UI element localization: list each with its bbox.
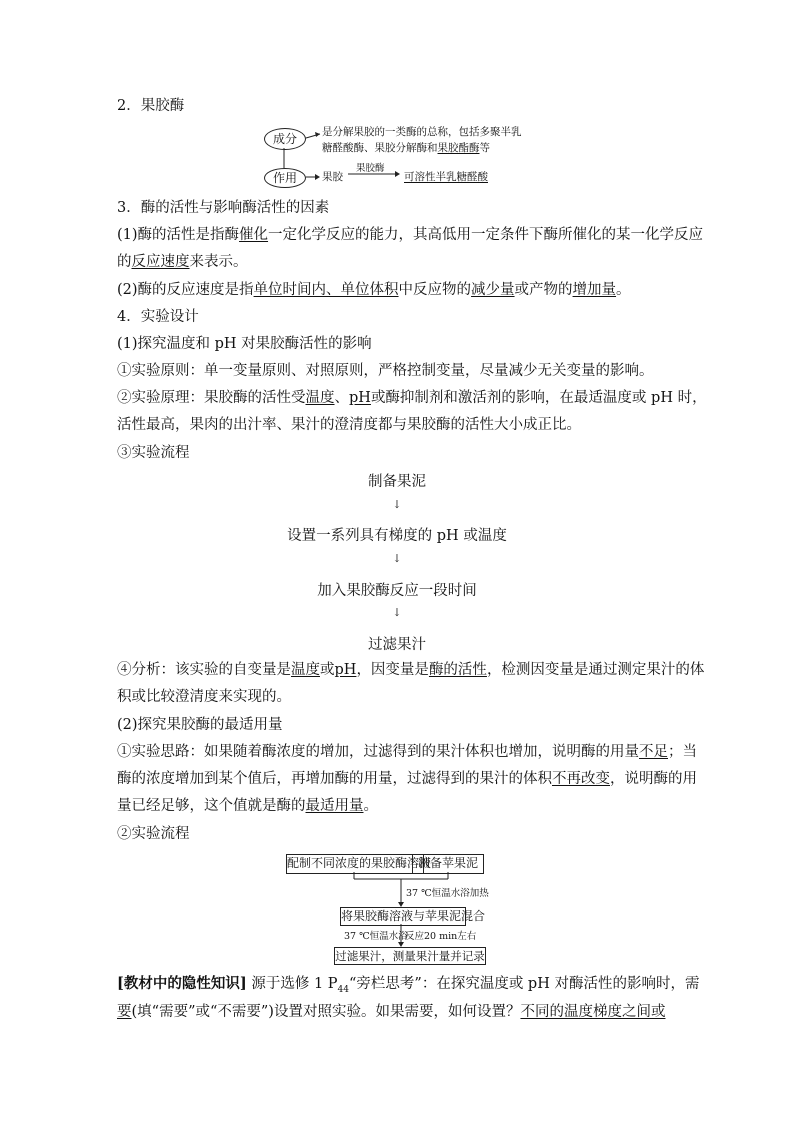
flow-step-1: 制备果泥 xyxy=(368,474,426,490)
para-1-line1 xyxy=(117,225,703,245)
answer-unit-time-volume: 单位时间内、单位体积 xyxy=(253,282,399,298)
text-span: (填“需要”或“不需要”)设置对照实验。如果需要，如何设置？ xyxy=(131,1004,521,1020)
principle-1: ①实验原则：单一变量原则、对照原则，严格控制变量，尽量减少无关变量的影响。 xyxy=(117,363,654,379)
step-note-heating: 37 ℃恒温水浴加热 xyxy=(406,888,489,899)
answer-increase: 增加量 xyxy=(572,282,617,298)
answer-enzyme-activity: 酶的活性 xyxy=(428,662,487,678)
text-span: ④分析：该实验的自变量是 xyxy=(117,662,291,678)
function-product: 可溶性半乳糖醛酸 xyxy=(404,171,488,183)
step-note-react-time: 反应20 min左右 xyxy=(405,931,477,942)
text-span: 。 xyxy=(363,798,378,814)
answer-optimal-dose: 最适用量 xyxy=(305,798,364,814)
process-2-title: ②实验流程 xyxy=(117,826,190,842)
flow-step-4: 过滤果汁 xyxy=(368,637,426,653)
component-desc-line1: 是分解果胶的一类酶的总称，包括多聚半乳 xyxy=(322,126,522,138)
step-prepare-enzyme: 配制不同浓度的果胶酶溶液 xyxy=(286,854,424,874)
step-mix: 将果胶酶溶液与苹果泥混合 xyxy=(340,907,466,926)
para-2 xyxy=(117,280,631,300)
text-span: 。 xyxy=(616,282,631,298)
text-span: ，说明酶的用 xyxy=(610,771,697,787)
step-filter-measure: 过滤果汁，测量果汁量并记录 xyxy=(335,949,485,963)
text-span: ①实验思路：如果随着酶浓度的增加，过滤得到的果汁体积也增加，说明酶的用量 xyxy=(117,744,639,760)
component-desc-part: 糖醛酸酶、果胶分解酶和 xyxy=(322,142,438,154)
answer-reaction-rate: 反应速度 xyxy=(131,254,190,270)
principle-2-line1 xyxy=(117,388,707,408)
text-span: ；当 xyxy=(668,744,697,760)
hidden-knowledge-line2 xyxy=(117,1002,665,1022)
text-span: 或酶抑制剂和激活剂的影响，在最适温度或 pH 时， xyxy=(370,390,707,406)
component-desc-end: 等 xyxy=(479,142,490,154)
pectinase-diagram xyxy=(262,122,552,188)
principle-2-line2: 活性最高，果肉的出汁率、果汁的澄清度都与果胶酶的活性大小成正比。 xyxy=(117,417,581,433)
text-span: 或产物的 xyxy=(514,282,573,298)
idea-line1 xyxy=(117,742,697,762)
flow-arrow-icon: ↓ xyxy=(392,606,402,619)
function-start: 果胶 xyxy=(322,171,343,183)
subsection-4-1: (1)探究温度和 pH 对果胶酶活性的影响 xyxy=(117,336,372,352)
answer-no-change: 不再改变 xyxy=(552,771,610,787)
optimal-dose-flowchart xyxy=(284,852,514,964)
pectin-esterase: 果胶酯酶 xyxy=(437,142,480,154)
step-prepare-apple-puree: 制备苹果泥 xyxy=(412,854,484,874)
component-oval: 成分 xyxy=(264,128,306,150)
flow-arrow-icon: ↓ xyxy=(392,498,402,511)
analysis-line1 xyxy=(117,660,704,680)
hidden-knowledge-line1 xyxy=(117,974,699,1000)
text-span: ，检测因变量是通过测定果汁的体 xyxy=(486,662,705,678)
hidden-knowledge-label: [教材中的隐性知识] xyxy=(117,975,247,992)
answer-catalyze: 催化 xyxy=(239,227,269,243)
text-span: 或 xyxy=(320,662,335,678)
idea-line2 xyxy=(117,769,697,789)
text-span: 酶的浓度增加到某个值后，再增加酶的用量，过滤得到的果汁的体积 xyxy=(117,771,552,787)
text-span: 、 xyxy=(334,390,349,406)
section-3-title: 3．酶的活性与影响酶活性的因素 xyxy=(117,200,330,216)
section-2-title: 2．果胶酶 xyxy=(117,98,185,114)
page-subscript: 44 xyxy=(337,984,349,995)
text-span: ，因变量是 xyxy=(356,662,429,678)
flow-step-2: 设置一系列具有梯度的 pH 或温度 xyxy=(287,528,507,544)
text-span: 量已经足够，这个值就是酶的 xyxy=(117,798,306,814)
text-span: 来表示。 xyxy=(189,254,248,270)
text-span: (1)酶的活性是指酶 xyxy=(117,227,240,243)
text-span: 源于选修 1 P xyxy=(251,976,338,992)
answer-temperature: 温度 xyxy=(291,662,320,678)
text-span: “旁栏思考”：在探究温度或 pH 对酶活性的影响时，需 xyxy=(349,976,700,992)
text-span: 中反应物的 xyxy=(398,282,472,298)
subsection-4-2: (2)探究果胶酶的最适用量 xyxy=(117,717,283,733)
component-desc-line2 xyxy=(322,140,490,155)
function-oval: 作用 xyxy=(264,168,306,188)
text-span: 一定化学反应的能力，其高低用一定条件下酶所催化的某一化学反应 xyxy=(268,227,704,243)
answer-need: 要 xyxy=(117,1004,132,1020)
flow-step-3: 加入果胶酶反应一段时间 xyxy=(317,583,477,599)
answer-temperature: 温度 xyxy=(305,390,335,406)
answer-temperature-gradient: 不同的温度梯度之间或 xyxy=(520,1004,666,1020)
para-1-line2 xyxy=(117,252,248,272)
idea-line3 xyxy=(117,796,378,816)
text-span: ②实验原理：果胶酶的活性受 xyxy=(117,390,306,406)
answer-ph: pH xyxy=(334,662,357,678)
function-enzyme-label: 果胶酶 xyxy=(356,163,385,174)
section-4-title: 4．实验设计 xyxy=(117,309,199,325)
text-span: 的 xyxy=(117,254,132,270)
process-title: ③实验流程 xyxy=(117,445,190,461)
analysis-line2: 积或比较澄清度来实现的。 xyxy=(117,689,291,705)
answer-insufficient: 不足 xyxy=(639,744,668,760)
answer-ph: pH xyxy=(349,390,371,406)
step-note-water-bath: 37 ℃恒温水浴 xyxy=(344,931,408,942)
answer-decrease: 减少量 xyxy=(471,282,515,298)
text-span: (2)酶的反应速度是指 xyxy=(117,282,254,298)
flow-arrow-icon: ↓ xyxy=(392,552,402,565)
